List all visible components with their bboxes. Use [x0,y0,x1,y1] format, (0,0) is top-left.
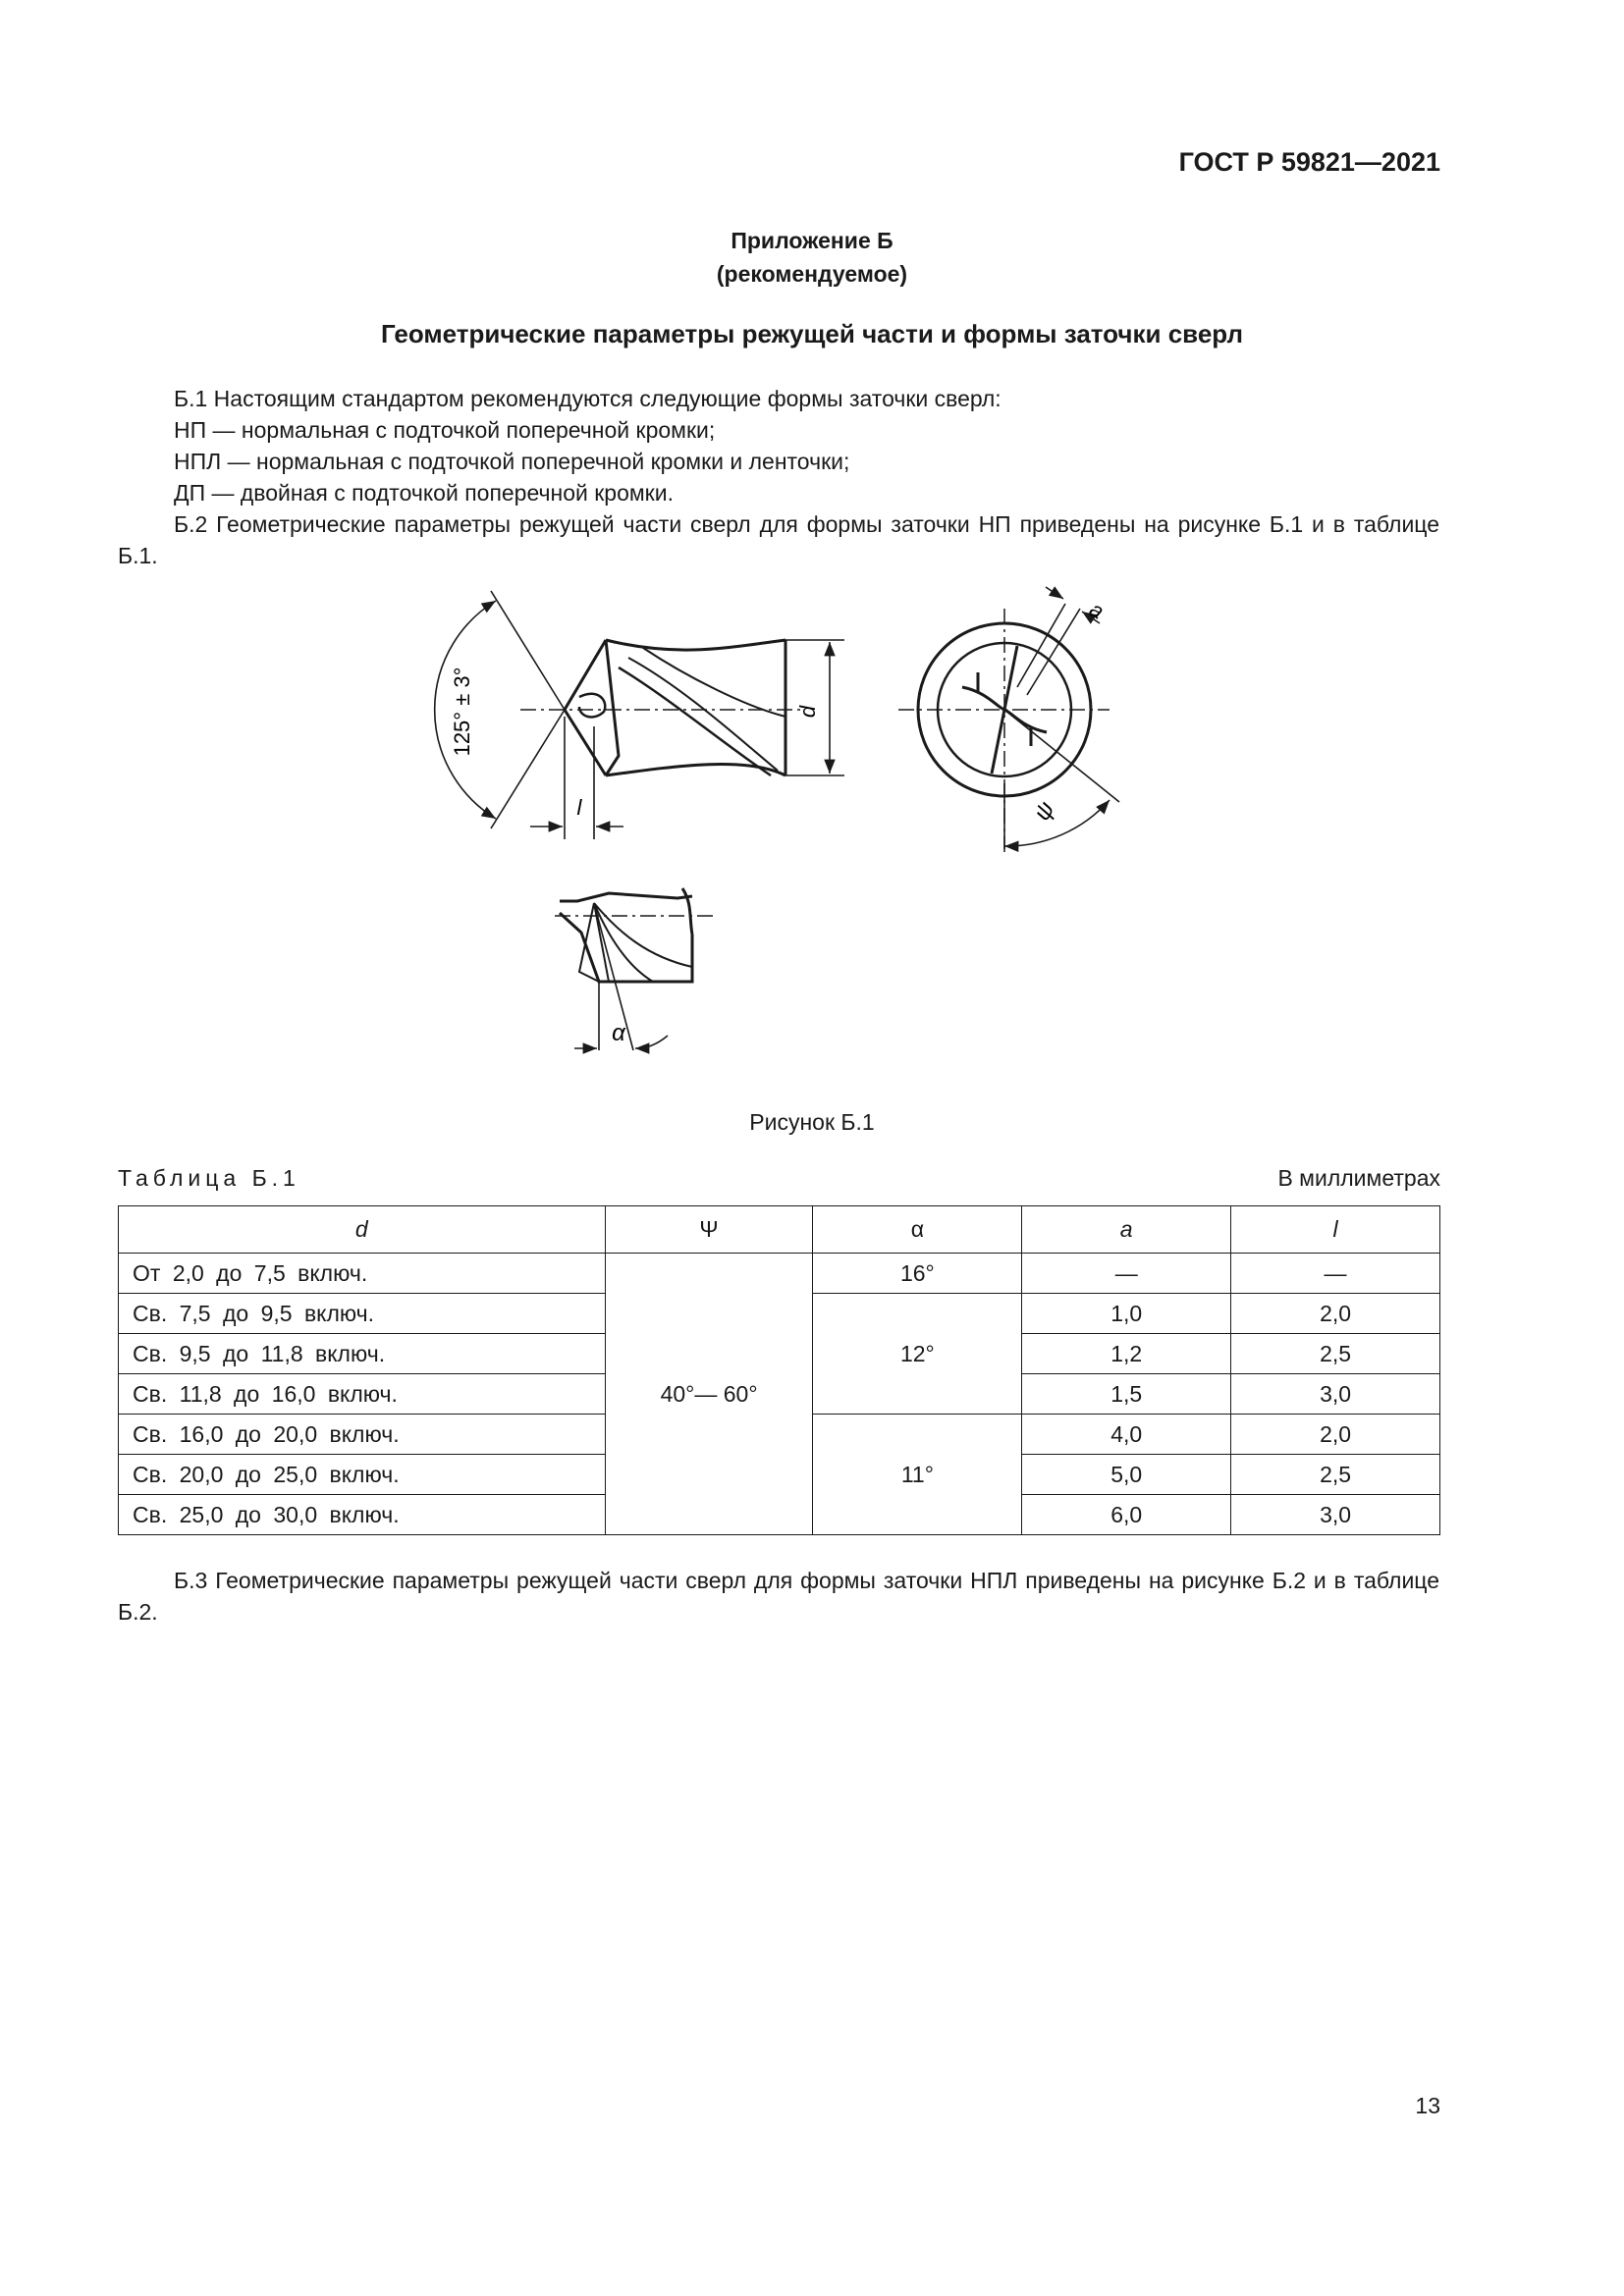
cell-l: 3,0 [1231,1495,1440,1535]
cell-a: 1,0 [1022,1294,1231,1334]
cell-a: 6,0 [1022,1495,1231,1535]
list-item-npl: НПЛ — нормальная с подточкой поперечной кромки и ленточки; [174,449,850,474]
cell-d: От 2,0 до 7,5 включ. [119,1254,606,1294]
cell-a: 1,5 [1022,1374,1231,1415]
section-title: Геометрические параметры режущей части и формы заточки сверл [380,319,1244,348]
header-alpha: α [813,1206,1022,1254]
header-l: l [1231,1206,1440,1254]
page-number: 13 [1415,2093,1440,2118]
cell-l: 2,5 [1231,1455,1440,1495]
document-code: ГОСТ Р 59821—2021 [1178,147,1440,177]
cell-d: Св. 20,0 до 25,0 включ. [119,1455,606,1495]
chisel-length-label: l [576,795,582,820]
lip-clearance-view [560,888,692,982]
cell-a: 1,2 [1022,1334,1231,1374]
appendix-heading [0,224,1624,291]
cell-l: 2,0 [1231,1294,1440,1334]
web-thinning-label: a [1085,596,1109,624]
table-b1 [118,1205,1440,1535]
header-a: a [1022,1206,1231,1254]
chisel-length-dimension [530,717,623,839]
list-item-np: НП — нормальная с подточкой поперечной кромки; [174,417,716,443]
table-label: Таблица Б.1 [118,1165,300,1191]
appendix-title: Приложение Б [731,228,893,253]
point-angle-label: 125° ± 3° [450,667,474,757]
cell-d: Св. 11,8 до 16,0 включ. [119,1374,606,1415]
cell-psi: 40°— 60° [605,1254,813,1535]
cell-a: 4,0 [1022,1415,1231,1455]
drill-side-view [565,640,785,775]
header-d: d [119,1206,606,1254]
chisel-angle-label: ψ [1028,796,1060,826]
cell-d: Св. 9,5 до 11,8 включ. [119,1334,606,1374]
figure-caption: Рисунок Б.1 [749,1109,875,1135]
diameter-label: d [795,705,820,719]
list-item-dp: ДП — двойная с подточкой поперечной кромки. [174,480,674,506]
figure-b1-drill-geometry [432,579,1139,1080]
cell-d: Св. 16,0 до 20,0 включ. [119,1415,606,1455]
header-psi: Ψ [605,1206,813,1254]
cell-d: Св. 25,0 до 30,0 включ. [119,1495,606,1535]
cell-d: Св. 7,5 до 9,5 включ. [119,1294,606,1334]
cell-alpha: 12° [813,1294,1022,1415]
cell-l: 2,5 [1231,1334,1440,1374]
appendix-status: (рекомендуемое) [716,261,908,287]
intro-text [118,383,1439,571]
cell-l: — [1231,1254,1440,1294]
cell-alpha: 11° [813,1415,1022,1535]
closing-text [118,1565,1439,1628]
table-units: В миллиметрах [1277,1165,1440,1191]
cell-a: 5,0 [1022,1455,1231,1495]
cell-l: 3,0 [1231,1374,1440,1415]
cell-l: 2,0 [1231,1415,1440,1455]
table-row [119,1254,1440,1294]
cell-a: — [1022,1254,1231,1294]
paragraph-b2: Б.2 Геометрические параметры режущей части сверл для формы заточки НП приведены на рисунке Б.1 и в таблице Б.1. [118,511,1439,568]
table-header-row [119,1206,1440,1254]
chisel-angle-dimension [1004,710,1119,849]
clearance-angle-label: α [612,1020,625,1046]
cell-alpha: 16° [813,1254,1022,1294]
paragraph-b3: Б.3 Геометрические параметры режущей части сверл для формы заточки НПЛ приведены на рисунке Б.2 и в таблице Б.2. [118,1568,1439,1625]
paragraph-b1: Б.1 Настоящим стандартом рекомендуются следующие формы заточки сверл: [174,386,1001,411]
